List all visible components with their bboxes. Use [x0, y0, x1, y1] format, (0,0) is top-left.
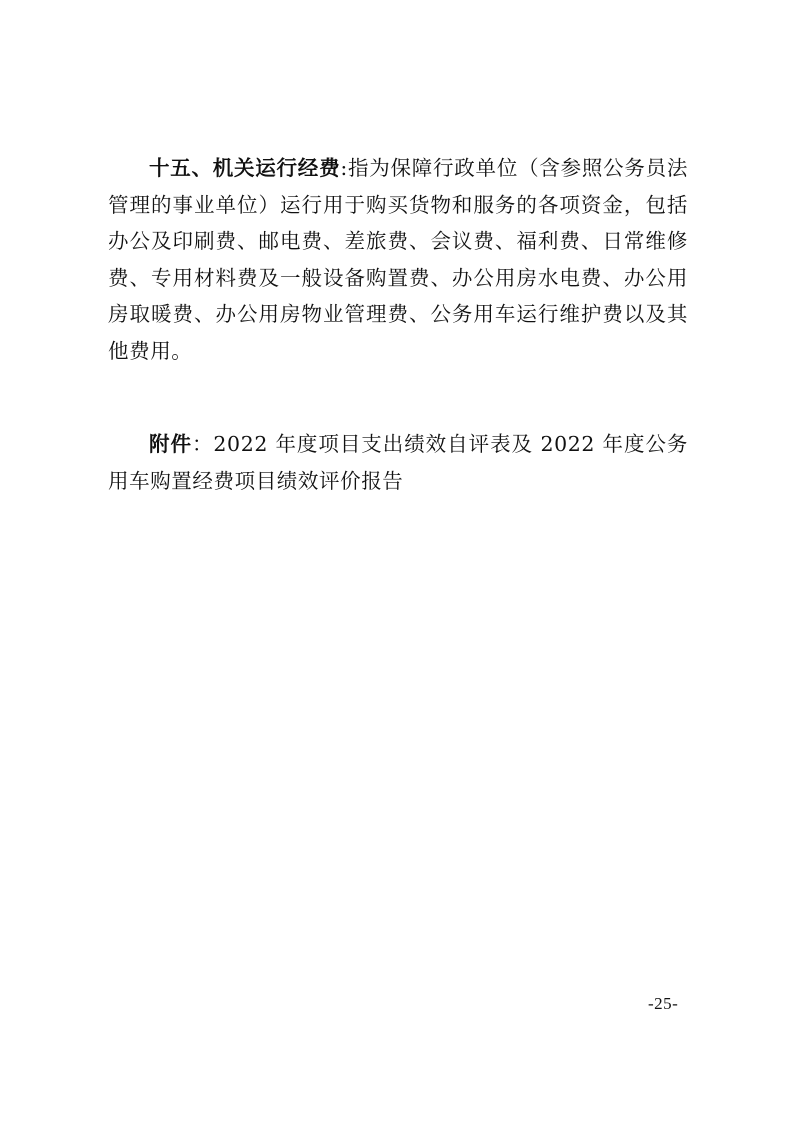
paragraph-operating-expenses: [108, 150, 688, 369]
attachment-separator: ：: [191, 432, 214, 456]
paragraph-heading: 十五、机关运行经费: [149, 156, 341, 180]
attachment-body: 2022 年度项目支出绩效自评表及 2022 年度公务用车购置经费项目绩效评价报告: [108, 432, 689, 493]
paragraph-body: 指为保障行政单位（含参照公务员法管理的事业单位）运行用于购买货物和服务的各项资金，包括办公及印刷费、邮电费、差旅费、会议费、福利费、日常维修费、专用材料费及一般设备购置费、办公用房水电费、办公用房取暖费、办公用房物业管理费、公务用车运行维护费以及其他费用。: [108, 156, 688, 363]
heading-separator: :: [340, 156, 348, 180]
paragraph-attachment: [108, 426, 688, 499]
attachment-heading: 附件: [149, 432, 192, 456]
page-number: -25-: [648, 994, 679, 1013]
